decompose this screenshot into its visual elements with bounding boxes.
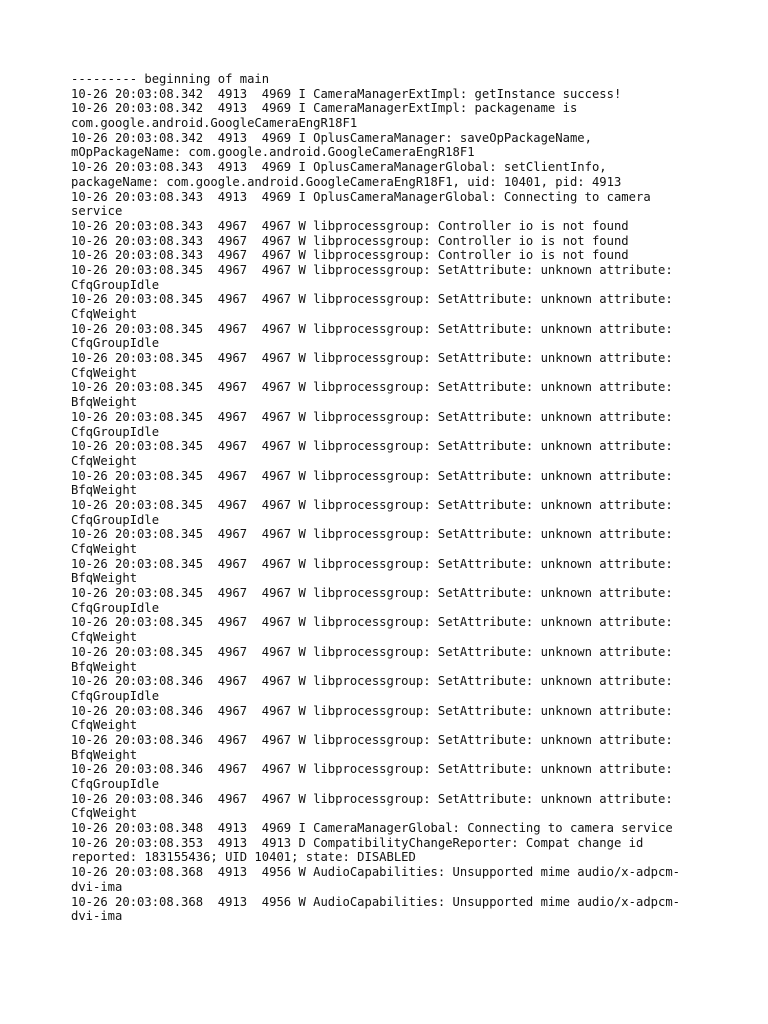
log-line: 10-26 20:03:08.345 4967 4967 W libprocessgroup: SetAttribute: unknown attribute:: [71, 527, 673, 542]
log-line: CfqGroupIdle: [71, 512, 160, 527]
log-line: 10-26 20:03:08.346 4967 4967 W libprocessgroup: SetAttribute: unknown attribute:: [71, 674, 673, 689]
log-line: CfqWeight: [71, 718, 138, 733]
log-line: CfqGroupIdle: [71, 424, 160, 439]
log-line: 10-26 20:03:08.345 4967 4967 W libprocessgroup: SetAttribute: unknown attribute:: [71, 262, 673, 277]
log-line: CfqWeight: [71, 630, 138, 645]
log-line: BfqWeight: [71, 747, 138, 762]
log-line: CfqGroupIdle: [71, 277, 160, 292]
log-line: 10-26 20:03:08.342 4913 4969 I OplusCameraManager: saveOpPackageName,: [71, 130, 592, 145]
log-line: 10-26 20:03:08.348 4913 4969 I CameraManagerGlobal: Connecting to camera service: [71, 821, 673, 836]
log-line: CfqGroupIdle: [71, 777, 160, 791]
log-line: CfqWeight: [71, 365, 138, 380]
log-line: BfqWeight: [71, 659, 138, 674]
log-line: 10-26 20:03:08.345 4967 4967 W libprocessgroup: SetAttribute: unknown attribute:: [71, 497, 673, 512]
log-line: 10-26 20:03:08.343 4967 4967 W libprocessgroup: Controller io is not found: [71, 218, 629, 233]
log-line: mOpPackageName: com.google.android.GoogleCameraEngR18F1: [71, 145, 475, 160]
log-line: CfqGroupIdle: [71, 688, 160, 703]
log-line: dvi-ima: [71, 879, 123, 894]
log-line: 10-26 20:03:08.345 4967 4967 W libprocessgroup: SetAttribute: unknown attribute:: [71, 468, 673, 483]
log-line: BfqWeight: [71, 571, 138, 586]
log-line: service: [71, 204, 123, 219]
log-line: --------- beginning of main: [71, 72, 270, 86]
log-line: 10-26 20:03:08.343 4913 4969 I OplusCameraManagerGlobal: setClientInfo,: [71, 160, 607, 175]
log-line: packageName: com.google.android.GoogleCameraEngR18F1, uid: 10401, pid: 4913: [71, 174, 622, 189]
log-line: 10-26 20:03:08.343 4967 4967 W libprocessgroup: Controller io is not found: [71, 233, 629, 248]
log-line: 10-26 20:03:08.345 4967 4967 W libprocessgroup: SetAttribute: unknown attribute:: [71, 409, 673, 424]
log-line: 10-26 20:03:08.345 4967 4967 W libprocessgroup: SetAttribute: unknown attribute:: [71, 380, 673, 395]
log-line: 10-26 20:03:08.368 4913 4956 W AudioCapabilities: Unsupported mime audio/x-adpcm-: [71, 865, 681, 880]
log-line: 10-26 20:03:08.345 4967 4967 W libprocessgroup: SetAttribute: unknown attribute:: [71, 615, 673, 630]
log-line: BfqWeight: [71, 395, 138, 410]
log-line: CfqWeight: [71, 453, 138, 468]
log-line: 10-26 20:03:08.346 4967 4967 W libprocessgroup: SetAttribute: unknown attribute:: [71, 762, 673, 777]
log-line: CfqWeight: [71, 307, 138, 321]
log-line: 10-26 20:03:08.353 4913 4913 D CompatibilityChangeReporter: Compat change id: [71, 835, 644, 850]
log-line: CfqWeight: [71, 542, 138, 556]
log-line: 10-26 20:03:08.345 4967 4967 W libprocessgroup: SetAttribute: unknown attribute:: [71, 292, 673, 307]
log-line: 10-26 20:03:08.345 4967 4967 W libprocessgroup: SetAttribute: unknown attribute:: [71, 644, 673, 659]
log-line: 10-26 20:03:08.345 4967 4967 W libprocessgroup: SetAttribute: unknown attribute:: [71, 351, 673, 366]
log-line: dvi-ima: [71, 909, 123, 924]
log-line: 10-26 20:03:08.342 4913 4969 I CameraManagerExtImpl: getInstance success!: [71, 86, 622, 101]
log-line: 10-26 20:03:08.342 4913 4969 I CameraManagerExtImpl: packagename is: [71, 101, 578, 116]
log-line: 10-26 20:03:08.345 4967 4967 W libprocessgroup: SetAttribute: unknown attribute:: [71, 586, 673, 601]
log-line: 10-26 20:03:08.368 4913 4956 W AudioCapabilities: Unsupported mime audio/x-adpcm-: [71, 894, 681, 909]
log-line: com.google.android.GoogleCameraEngR18F1: [71, 116, 358, 131]
log-line: CfqWeight: [71, 806, 138, 821]
log-line: 10-26 20:03:08.345 4967 4967 W libprocessgroup: SetAttribute: unknown attribute:: [71, 321, 673, 336]
log-line: reported: 183155436; UID 10401; state: DISABLED: [71, 850, 416, 865]
log-line: BfqWeight: [71, 483, 138, 498]
log-line: 10-26 20:03:08.345 4967 4967 W libprocessgroup: SetAttribute: unknown attribute:: [71, 556, 673, 571]
log-line: CfqGroupIdle: [71, 600, 160, 615]
log-line: 10-26 20:03:08.343 4967 4967 W libprocessgroup: Controller io is not found: [71, 248, 629, 263]
log-line: 10-26 20:03:08.346 4967 4967 W libprocessgroup: SetAttribute: unknown attribute:: [71, 791, 673, 806]
log-line: 10-26 20:03:08.345 4967 4967 W libprocessgroup: SetAttribute: unknown attribute:: [71, 439, 673, 454]
log-line: 10-26 20:03:08.346 4967 4967 W libprocessgroup: SetAttribute: unknown attribute:: [71, 732, 673, 747]
log-line: 10-26 20:03:08.346 4967 4967 W libprocessgroup: SetAttribute: unknown attribute:: [71, 703, 673, 718]
log-text: [71, 72, 701, 924]
log-line: CfqGroupIdle: [71, 336, 160, 351]
log-line: 10-26 20:03:08.343 4913 4969 I OplusCameraManagerGlobal: Connecting to camera: [71, 189, 651, 204]
